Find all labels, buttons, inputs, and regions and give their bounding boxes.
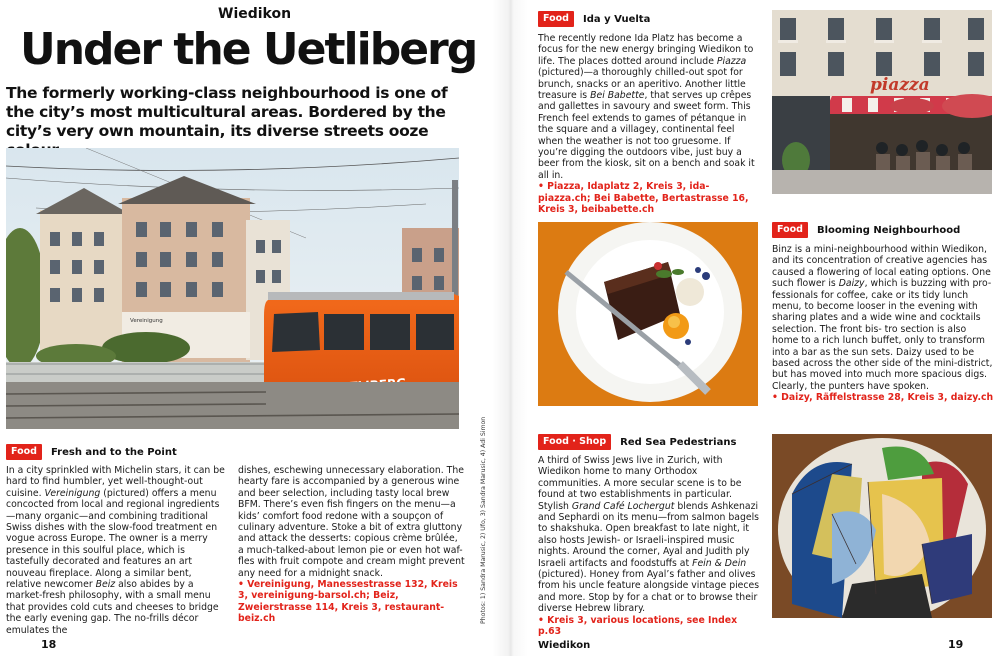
mosaic-photo [772,434,992,618]
piazza-photo [772,10,992,194]
footer-section: Wiedikon [538,640,591,651]
building-sign: Vereinigung [130,318,163,324]
category-tag: Food [6,444,42,460]
article-3-header [538,434,736,450]
cake-photo-icon [538,222,758,406]
cake-photo [538,222,758,406]
article-column-2 [238,465,466,625]
mosaic-photo-icon [772,434,992,618]
category-tag: Food [772,222,808,238]
photo-credit: Photos: 1) Sandra Marusic, 2) Ufo, 3) Sandra Marusic, 4) Adi Simon [480,416,487,624]
article-heading: Blooming Neighbourhood [816,224,961,236]
article-column-1: In a city sprinkled with Michelin stars, it can be hard to find humbler, yet well-thought-out cuisine. Vereinigung (pictured) offers a menu concocted from local and regional ingredients—many organic—and combining traditional Swiss dishes with the slow-food treatment en vogue across Europe. The owner is a merry presence in this soulful place, which is tastefully decorated and features an art nouveau fireplace. Along a similar bent, relative newcomer Beiz also abides by a market-fresh philosophy, with a small menu that provides cold cuts and cheeses to bridge the early evening gap. The no-frills décor emulates the [6,465,225,636]
article-1-body: The recently redone Ida Platz has become a focus for the new energy bringing Wiedikon to life. The places dotted around include Piazza (pictured)—a thoroughly chilled-out spot for brunch, snacks or an aperitivo. Another little treasure is Bei Babette, that serves up crêpes and gallettes in savoury and sweet form. This French feel extends to games of pétanque in the square and a villagey, continental feel when the weather is not too gruesome. If you’re digging the outdoors vibe, just buy a beer from the kiosk, sit on a bench and soak it all in. • Piazza, Idaplatz 2, Kreis 3, ida-piazza.ch; Bei Babette, Bertastrasse 16, Kreis 3, beibabette.ch [538,33,760,216]
cafe-sign: piazza [870,75,930,95]
article-text: dishes, eschewing unnecessary elaboration. The hearty fare is accompanied by a generous wine and beer selection, including tasty local brew BFM. There’s even fish fingers on the menu—a kids’ comfort food redone with a soupçon of culinary adventure. Stoke a bit of extra gluttony and attack the desserts: copious crème brûlée, a much-talked-about lemon pie or even hot waf-fles with fruit compote and cream might prevent any need for a midnight snack. [238,465,465,579]
article-heading: Ida y Vuelta [582,13,651,25]
article-heading: Red Sea Pedestrians [620,436,737,448]
article-1-header [538,11,650,27]
tram-photo-icon [6,148,459,429]
gutter-shadow [492,0,528,656]
category-tag: Food [538,11,574,27]
page-number-right: 19 [948,638,964,651]
cafe-photo-icon [772,10,992,194]
article-heading: Fresh and to the Point [50,446,177,458]
article-2-header [772,222,960,238]
article-header [6,444,177,460]
venue-info: • Kreis 3, various locations, see Index p.63 [538,614,738,638]
page-number-left: 18 [41,638,57,651]
venue-info: • Vereinigung, Manessestrasse 132, Kreis 3, vereinigung-barsol.ch; Beiz, Zweierstrasse 114, Kreis 3, restaurant-beiz.ch [238,579,458,625]
hero-photo [6,148,459,429]
headline: Under the Uetliberg [20,24,477,75]
standfirst: The formerly working-class neighbourhood is one of the city’s most multicultural areas. Bordered by the city’s very own mountain, its diverse streets ooze [6,84,448,140]
section-label: Wiedikon [218,6,292,22]
venue-info: • Piazza, Idaplatz 2, Kreis 3, ida-piazza.ch; Bei Babette, Bertastrasse 16, Kreis 3, beibabette.ch [538,181,749,216]
venue-info: • Daizy, Räffelstrasse 28, Kreis 3, daizy.ch [772,392,994,404]
article-3-body: A third of Swiss Jews live in Zurich, with Wiedikon home to many Orthodox communities. A more secular scene is to be found at two establishments in particular. Stylish Grand Café Lochergut blends Ashkenazi and Sephardi on its menu—from salmon bagels to shakshuka. Open breakfast to late night, it also hosts Jewish- or Israeli-inspired music nights. Around the corner, Ayal and Judith ply Israeli artifacts and foodstuffs at Fein & Dein (pictured). Honey from Ayal’s father and olives from his uncle feature alongside vintage pieces and more. Stop by for a chat or to browse their diverse Hebrew library. • Kreis 3, various locations, see Index p.63 [538,455,760,638]
category-tag: Food · Shop [538,434,611,450]
article-2-body: Binz is a mini-neighbourhood within Wiedikon, and its concentration of creative agencies has caused a flowering of local eating options. One such flower is Daizy, which is buzzing with pro- fessionals for coffee, cake or its tidy lunch menu, to become looser in the evening with sharing plates and a wide wine and cocktails selection. The front bis- tro section is also home to a rich lunch buffet, only to transform into a bar as the sun sets. Daizy used to be based across the other side of the mini-district, but has moved into much more spacious digs. Clearly, the punters have spoken. • Daizy, Räffelstrasse 28, Kreis 3, daizy.ch [772,244,994,404]
